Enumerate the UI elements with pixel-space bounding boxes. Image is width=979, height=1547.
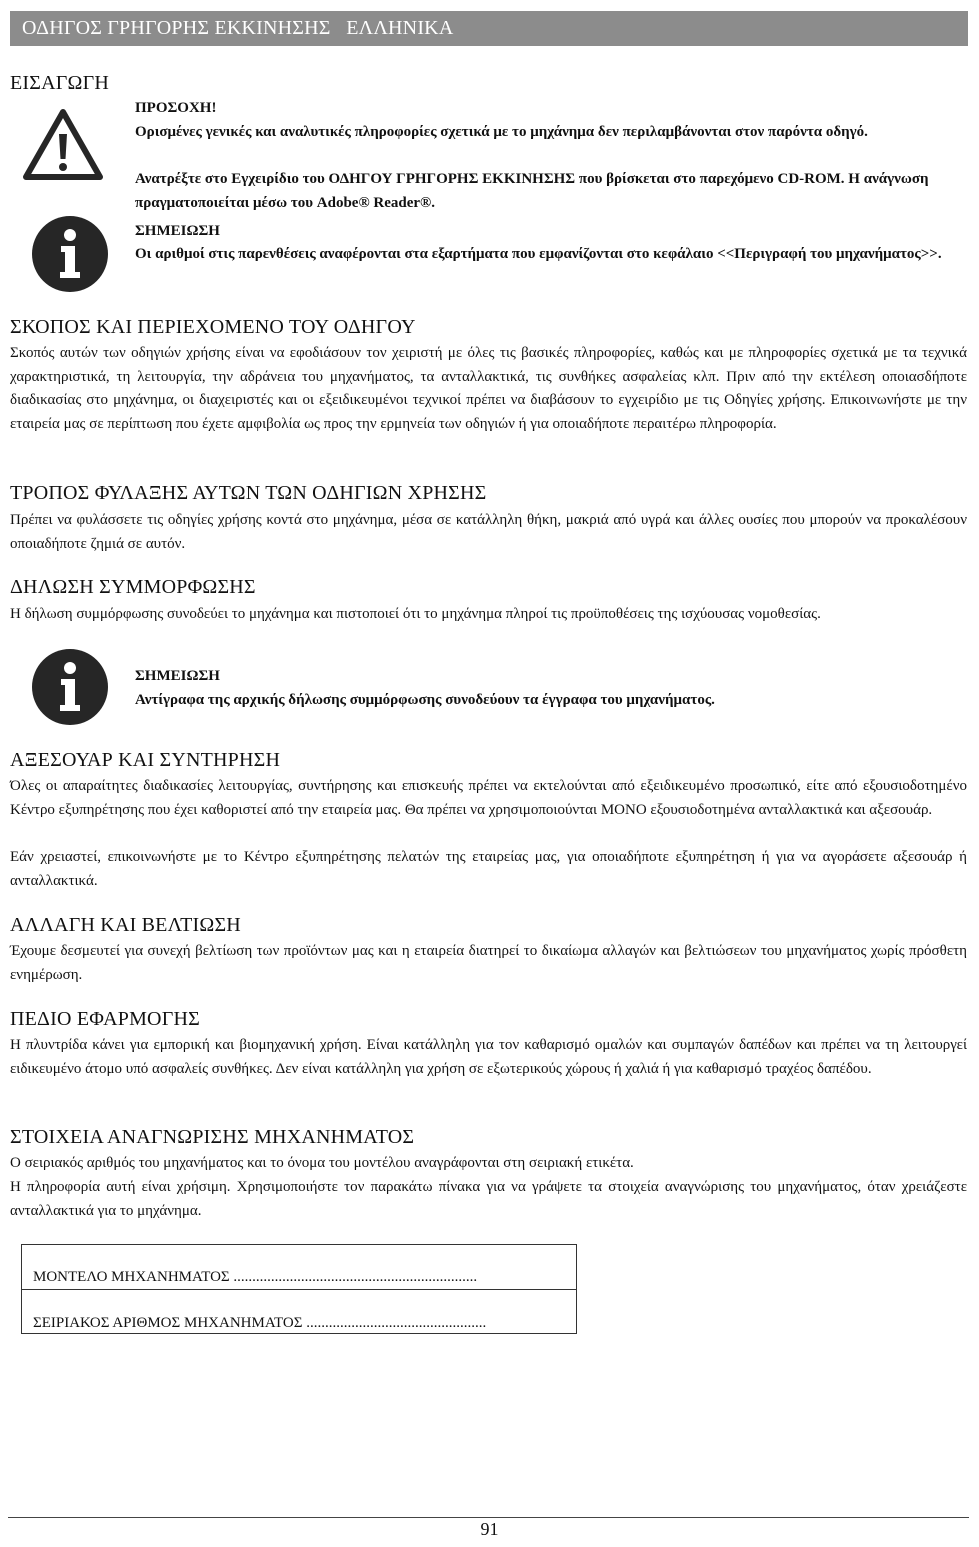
storage-heading: ΤΡΟΠΟΣ ΦΥΛΑΞΗΣ ΑΥΤΩΝ ΤΩΝ ΟΔΗΓΙΩΝ ΧΡΗΣΗΣ (10, 482, 487, 504)
changes-heading: ΑΛΛΑΓΗ ΚΑΙ ΒΕΛΤΙΩΣΗ (10, 914, 241, 936)
note-text: Οι αριθμοί στις παρενθέσεις αναφέρονται στα εξαρτήματα που εμφανίζονται στο κεφάλαιο <<Περιγραφή του μηχανήματος>>. (135, 246, 942, 262)
serial-row (22, 1290, 576, 1335)
purpose-heading: ΣΚΟΠΟΣ ΚΑΙ ΠΕΡΙΕΧΟΜΕΝΟ ΤΟΥ ΟΔΗΓΟΥ (10, 316, 416, 338)
scope-heading: ΠΕΔΙΟ ΕΦΑΡΜΟΓΗΣ (10, 1008, 200, 1030)
accessories-text-2: Εάν χρειαστεί, επικοινωνήστε με το Κέντρο εξυπηρέτησης πελατών της εταιρείας μας, για οποιαδήποτε εξυπηρέτηση ή για να αγοράσετε αξεσουάρ ή ανταλλακτικά. (10, 849, 967, 889)
conformity-note-title: ΣΗΜΕΙΩΣΗ (135, 668, 220, 684)
accessories-heading: ΑΞΕΣΟΥΑΡ ΚΑΙ ΣΥΝΤΗΡΗΣΗ (10, 749, 281, 771)
scope-text: Η πλυντρίδα κάνει για εμπορική και βιομηχανική χρήση. Είναι κατάλληλη για τον καθαρισμό ομαλών και συμπαγών δαπέδων και πρέπει να τη λειτουργεί ειδικευμένο άτομο υπό ασφαλείς συνθήκες. Δεν είναι κατάλληλη για χρήση σε εξωτερικούς χώρους ή χαλιά ή για καθαρισμό τραχέος δαπέδου. (10, 1037, 967, 1077)
warning-text-2: Ανατρέξτε στο Εγχειρίδιο του ΟΔΗΓΟΥ ΓΡΗΓΟΡΗΣ ΕΚΚΙΝΗΣΗΣ που βρίσκεται στο παρεχόμενο CD-ROM. Η ανάγνωση πραγματοποιείται μέσω του Adobe® Reader®. (135, 171, 929, 211)
identification-heading: ΣΤΟΙΧΕΙΑ ΑΝΑΓΝΩΡΙΣΗΣ ΜΗΧΑΝΗΜΑΤΟΣ (10, 1126, 415, 1148)
document-title: ΟΔΗΓΟΣ ΓΡΗΓΟΡΗΣ ΕΚΚΙΝΗΣΗΣ ΕΛΛΗΝΙΚΑ (22, 17, 454, 39)
serial-number-field[interactable]: ΣΕΙΡΙΑΚΟΣ ΑΡΙΘΜΟΣ ΜΗΧΑΝΗΜΑΤΟΣ ................................................ (33, 1315, 487, 1331)
note-title: ΣΗΜΕΙΩΣΗ (135, 223, 220, 239)
identification-text-1: Ο σειριακός αριθμός του μηχανήματος και το όνομα του μοντέλου αναγράφονται στη σειριακή ετικέτα. (10, 1155, 634, 1171)
storage-text: Πρέπει να φυλάσσετε τις οδηγίες χρήσης κοντά στο μηχάνημα, μέσα σε κατάλληλη θήκη, μακριά από υγρά και άλλες ουσίες που μπορούν να προκαλέσουν οποιαδήποτε ζημιά σε αυτόν. (10, 512, 967, 552)
header-bar (10, 11, 968, 46)
warning-triangle-icon (22, 108, 104, 181)
accessories-text-1: Όλες οι απαραίτητες διαδικασίες λειτουργίας, συντήρησης και επισκευής πρέπει να εκτελούνται από εξειδικευμένο προσωπικό, είτε από εξουσιοδοτημένο Κέντρο εξυπηρέτησης που έχει καθοριστεί από την εταιρεία μας. Θα πρέπει να χρησιμοποιούνται ΜΟΝΟ εξουσιοδοτημένα ανταλλακτικά και αξεσουάρ. (10, 778, 967, 818)
conformity-note-text: Αντίγραφα της αρχικής δήλωσης συμμόρφωσης συνοδεύουν τα έγγραφα του μηχανήματος. (135, 692, 715, 708)
changes-text: Έχουμε δεσμευτεί για συνεχή βελτίωση των προϊόντων μας και η εταιρεία διατηρεί το δικαίωμα αλλαγών και βελτιώσεων του μηχανήματος χωρίς πρόσθετη ενημέρωση. (10, 943, 967, 983)
info-icon (31, 648, 109, 726)
model-row (22, 1245, 576, 1290)
page-number: 91 (480, 1519, 499, 1539)
identification-table (21, 1244, 577, 1334)
conformity-heading: ΔΗΛΩΣΗ ΣΥΜΜΟΡΦΩΣΗΣ (10, 576, 256, 598)
footer-divider (8, 1517, 969, 1518)
model-field[interactable]: ΜΟΝΤΕΛΟ ΜΗΧΑΝΗΜΑΤΟΣ ................................................................. (33, 1269, 478, 1285)
identification-text-2: Η πληροφορία αυτή είναι χρήσιμη. Χρησιμοποιήστε τον παρακάτω πίνακα για να γράψετε τα στοιχεία αναγνώρισης του μηχανήματος, όταν χρειάζεστε ανταλλακτικά για το μηχάνημα. (10, 1179, 967, 1219)
warning-title: ΠΡΟΣΟΧΗ! (135, 100, 217, 116)
warning-text: Ορισμένες γενικές και αναλυτικές πληροφορίες σχετικά με το μηχάνημα δεν περιλαμβάνονται στον παρόντα οδηγό. (135, 124, 868, 140)
info-icon (31, 215, 109, 293)
intro-heading: ΕΙΣΑΓΩΓΗ (10, 72, 109, 94)
conformity-text: Η δήλωση συμμόρφωσης συνοδεύει το μηχάνημα και πιστοποιεί ότι το μηχάνημα πληροί τις προϋποθέσεις της ισχύουσας νομοθεσίας. (10, 606, 821, 622)
purpose-text: Σκοπός αυτών των οδηγιών χρήσης είναι να εφοδιάσουν τον χειριστή με όλες τις βασικές πληροφορίες, καθώς και με πληροφορίες σχετικά με τα τεχνικά χαρακτηριστικά, τη λειτουργία, την αδράνεια του μηχανήματος, τα ανταλλακτικά, τις συνθήκες ασφαλείας κλπ. Πριν από την εκτέλεση οποιασδήποτε διαδικασίας στο μηχάνημα, οι διαχειριστές και οι εξειδικευμένοι τεχνικοί πρέπει να διαβάσουν το εγχειρίδιο με τις Οδηγίες χρήσης. Επικοινωνήστε με την εταιρεία μας σε περίπτωση που έχετε αμφιβολία ως προς την ερμηνεία των οδηγιών ή για οποιαδήποτε περαιτέρω πληροφορία. (10, 345, 967, 432)
